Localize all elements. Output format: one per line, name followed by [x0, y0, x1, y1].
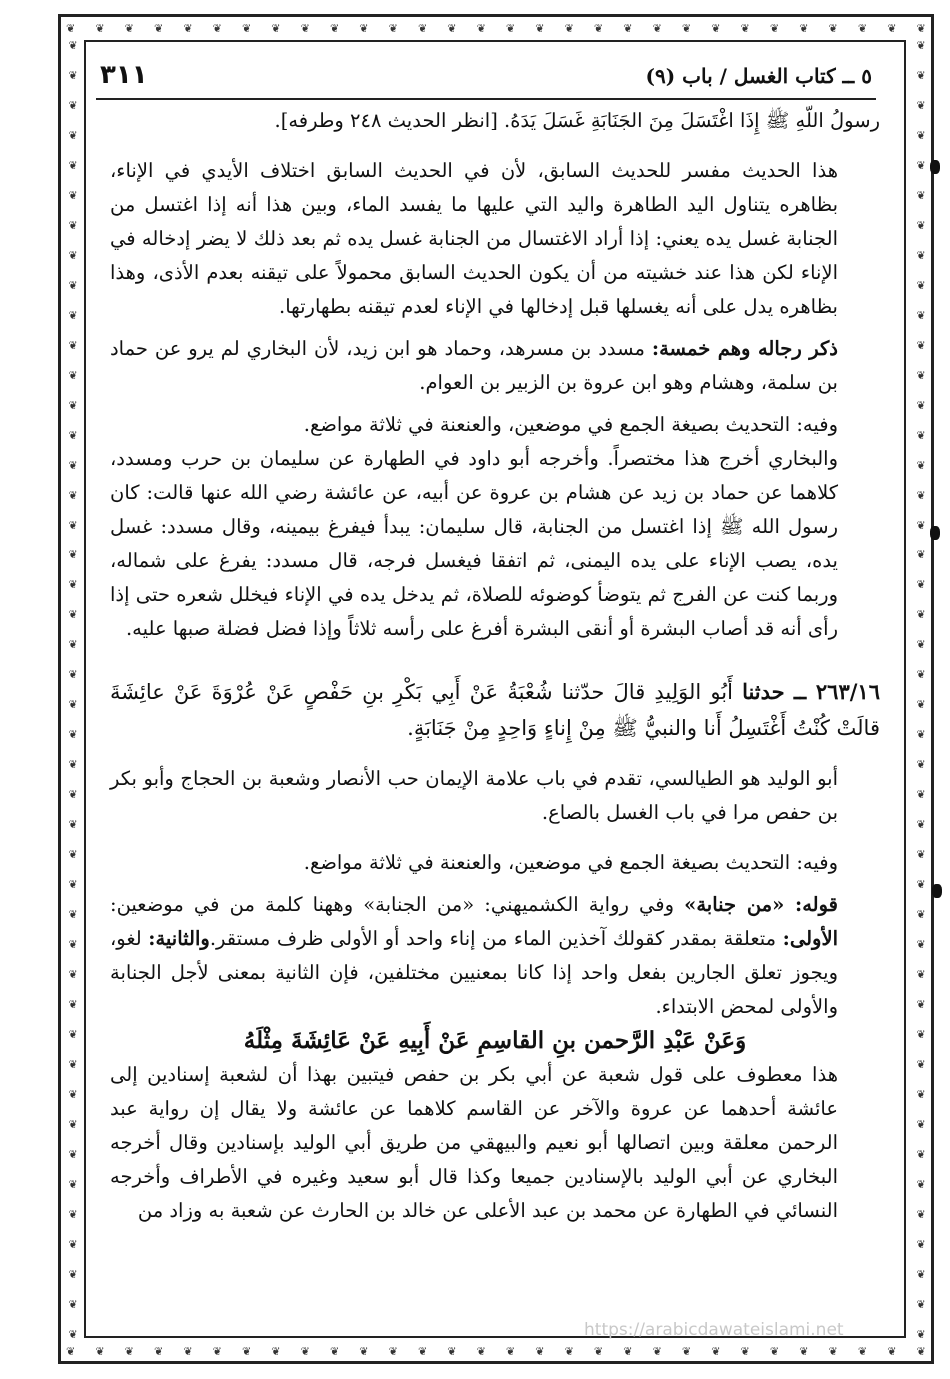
ornament-glyph: ❦ — [916, 21, 926, 35]
ornament-glyph: ❦ — [68, 728, 78, 742]
commentary-paragraph: وفيه: التحديث بصيغة الجمع في موضعين، والعنعنة في ثلاثة مواضع. — [303, 851, 838, 874]
ornament-glyph: ❦ — [68, 338, 78, 352]
ornament-glyph: ❦ — [681, 1344, 692, 1358]
ornament-glyph: ❦ — [652, 1344, 662, 1358]
ornament-glyph: ❦ — [916, 98, 926, 112]
quote-heading: قوله: «من جنابة» — [684, 893, 838, 916]
commentary-paragraph: وفيه: التحديث بصيغة الجمع في موضعين، والعنعنة في ثلاثة مواضع. — [303, 413, 838, 436]
ornament-glyph: ❦ — [799, 1344, 809, 1358]
ornament-glyph: ❦ — [916, 428, 926, 442]
ornament-glyph: ❦ — [916, 1344, 926, 1358]
ornament-glyph: ❦ — [916, 1057, 926, 1071]
ornament-glyph: ❦ — [417, 21, 428, 35]
running-header — [96, 58, 876, 100]
hadith-body: أَبُو الوَلِيدِ قالَ حدّثنا شُعْبَةُ عَنْ أَبِي بَكْرِ بنِ حَفْصٍ عَنْ عُرْوَةَ عَنْ عائِشَةَ قالَتْ كُنْتُ أَغْتَسِلُ أَنا والنبيُّ ﷺ مِنْ إِناءٍ وَاحِدٍ مِنْ جَنَابَةٍ. — [110, 680, 880, 740]
ornament-band-right — [910, 40, 932, 1340]
ornament-glyph: ❦ — [183, 21, 193, 35]
ornament-glyph: ❦ — [212, 1344, 222, 1358]
ornament-glyph: ❦ — [769, 1344, 780, 1358]
ornament-glyph: ❦ — [68, 1237, 78, 1251]
margin-bullet-mark — [930, 526, 940, 540]
ornament-glyph: ❦ — [916, 1147, 926, 1161]
ornament-glyph: ❦ — [300, 1344, 310, 1358]
narrators-paragraph — [110, 332, 880, 400]
term-first: الأولى: — [782, 927, 838, 950]
ornament-glyph: ❦ — [711, 21, 721, 35]
ornament-glyph: ❦ — [916, 638, 926, 652]
ornament-glyph: ❦ — [68, 788, 78, 802]
ornament-glyph: ❦ — [68, 1207, 78, 1221]
ornament-glyph: ❦ — [153, 21, 164, 35]
ornament-glyph: ❦ — [447, 1344, 457, 1358]
commentary-paragraph: والبخاري أخرج هذا مختصراً. وأخرجه أبو داود في الطهارة عن سليمان بن حرب ومسدد، كلاهما عن حماد بن زيد عن هشام بن عروة عن أبيه، عن عائشة رضي الله عنها قالت: كان رسول الله ﷺ إذا اغتسل من الجنابة، قال سليمان: يبدأ فيفرغ بيمينه، وقال مسدد: غسل يده، يصب الإناء على يده اليمنى، ثم اتفقا فيغسل فرجه، قال مسدد: يفرغ على شماله، وربما كنت عن الفرج ثم يتوضأ كوضوئه للصلاة، ثم يدخل يده في الإناء فيخلل شعره حتى إذا رأى أنه قد أصاب البشرة أو أنقى البشرة أفرغ على رأسه ثلاثاً وإذا فضل فضلة صبها عليه. — [110, 447, 838, 640]
ornament-glyph: ❦ — [916, 1207, 926, 1221]
ornament-glyph: ❦ — [535, 1344, 545, 1358]
ornament-glyph: ❦ — [916, 1237, 926, 1251]
ornament-glyph: ❦ — [740, 1344, 750, 1358]
ornament-glyph: ❦ — [916, 608, 926, 622]
ornament-glyph: ❦ — [68, 1087, 78, 1101]
ornament-glyph: ❦ — [241, 1344, 252, 1358]
ornament-glyph: ❦ — [329, 1344, 340, 1358]
ornament-glyph: ❦ — [388, 21, 398, 35]
ornament-glyph: ❦ — [916, 40, 926, 52]
ornament-glyph: ❦ — [769, 21, 780, 35]
ornament-glyph: ❦ — [68, 218, 78, 232]
ornament-glyph: ❦ — [916, 458, 926, 472]
ornament-glyph: ❦ — [68, 698, 78, 712]
ornament-glyph: ❦ — [68, 908, 78, 922]
ornament-glyph: ❦ — [681, 21, 692, 35]
ornament-glyph: ❦ — [68, 158, 78, 172]
ornament-glyph: ❦ — [300, 21, 310, 35]
ornament-glyph: ❦ — [68, 68, 78, 82]
commentary-paragraph: هذا الحديث مفسر للحديث السابق، لأن في الحديث السابق اختلاف الأيدي في الإناء، بظاهره يتناول اليد الطاهرة واليد التي عليها ما يفسد الماء، وبين هذا أنه إذا اغتسل من الجنابة غسل يده يعني: إذا أراد الاغتسال من الجنابة غسل يده ثم بعد ذلك لا يضر إدخاله في الإناء لكن هذا عند خشيته من أن يكون الحديث السابق محمولاً على تيقنه بعدم الأذى، وهذا بظاهره يدل على أنه يغسلها قبل إدخالها في الإناء لعدم تيقنه بطهارتها. — [110, 159, 838, 318]
ornament-glyph: ❦ — [68, 40, 78, 52]
ornament-glyph: ❦ — [916, 1177, 926, 1191]
commentary-paragraph: أبو الوليد هو الطيالسي، تقدم في باب علامة الإيمان حب الأنصار وشعبة بن الحجاج وأبو بكر بن حفص مرا في باب الغسل بالصاع. — [110, 767, 838, 824]
ornament-glyph: ❦ — [916, 398, 926, 412]
paragraph-text: وفي رواية الكشميهني: «من الجنابة» وههنا كلمة من في موضعين: — [110, 893, 685, 916]
ornament-glyph: ❦ — [916, 968, 926, 982]
ornament-glyph: ❦ — [183, 1344, 193, 1358]
ornament-glyph: ❦ — [124, 1344, 134, 1358]
ornament-glyph: ❦ — [916, 278, 926, 292]
ornament-glyph: ❦ — [593, 1344, 604, 1358]
ornament-glyph: ❦ — [916, 338, 926, 352]
ornament-glyph: ❦ — [388, 1344, 398, 1358]
ornament-glyph: ❦ — [68, 758, 78, 772]
ornament-glyph: ❦ — [95, 1344, 105, 1358]
ornament-glyph: ❦ — [916, 578, 926, 592]
chapter-title: ٥ ــ كتاب الغسل / باب (٩) — [645, 64, 872, 88]
hadith-opening: حدثنا — [742, 679, 785, 704]
ornament-glyph: ❦ — [916, 848, 926, 862]
margin-bullet-mark — [930, 160, 940, 174]
ornament-glyph: ❦ — [68, 608, 78, 622]
ornament-glyph: ❦ — [447, 21, 457, 35]
ornament-glyph: ❦ — [564, 21, 574, 35]
ornament-glyph: ❦ — [828, 21, 838, 35]
text-line: رسولُ اللّهِ ﷺ إِذَا اغْتَسَلَ مِنَ الجَنَابَةِ غَسَلَ يَدَهُ. [انظر الحديث ٢٤٨ وطرفه]. — [274, 109, 880, 132]
main-text — [110, 104, 880, 1228]
commentary-paragraph — [110, 888, 880, 1024]
ornament-glyph: ❦ — [68, 968, 78, 982]
ornament-glyph: ❦ — [68, 938, 78, 952]
ornament-glyph: ❦ — [916, 248, 926, 262]
ornament-band-bottom — [66, 1340, 926, 1362]
ornament-glyph: ❦ — [68, 848, 78, 862]
ornament-glyph: ❦ — [799, 21, 809, 35]
ornament-glyph: ❦ — [153, 1344, 164, 1358]
ornament-glyph: ❦ — [68, 458, 78, 472]
ornament-glyph: ❦ — [68, 548, 78, 562]
ornament-glyph: ❦ — [329, 21, 340, 35]
ornament-glyph: ❦ — [916, 818, 926, 832]
ornament-glyph: ❦ — [916, 548, 926, 562]
ornament-glyph: ❦ — [68, 1147, 78, 1161]
ornament-glyph: ❦ — [916, 878, 926, 892]
ornament-glyph: ❦ — [68, 128, 78, 142]
ornament-band-top — [66, 17, 926, 39]
ornament-glyph: ❦ — [887, 1344, 897, 1358]
ornament-glyph: ❦ — [68, 428, 78, 442]
ornament-glyph: ❦ — [68, 1117, 78, 1131]
ornament-glyph: ❦ — [623, 21, 633, 35]
paragraph-text: مسدد بن مسرهد، وحماد هو ابن زيد، لأن البخاري لم يرو عن حماد بن سلمة، وهشام وهو ابن عروة بن الزبير بن العوام. — [110, 337, 838, 394]
ornament-glyph: ❦ — [916, 1087, 926, 1101]
ornament-glyph: ❦ — [916, 1327, 926, 1340]
ornament-glyph: ❦ — [212, 21, 222, 35]
ornament-glyph: ❦ — [68, 1057, 78, 1071]
ornament-glyph: ❦ — [535, 21, 545, 35]
ornament-glyph: ❦ — [564, 1344, 574, 1358]
ornament-glyph: ❦ — [916, 788, 926, 802]
ornament-glyph: ❦ — [916, 1117, 926, 1131]
ornament-glyph: ❦ — [95, 21, 105, 35]
ornament-glyph: ❦ — [916, 128, 926, 142]
ornament-glyph: ❦ — [68, 98, 78, 112]
ornament-glyph: ❦ — [68, 188, 78, 202]
ornament-glyph: ❦ — [68, 1327, 78, 1340]
ornament-glyph: ❦ — [68, 998, 78, 1011]
ornament-glyph: ❦ — [68, 638, 78, 652]
ornament-glyph: ❦ — [916, 1267, 926, 1281]
ornament-glyph: ❦ — [68, 818, 78, 832]
ornament-glyph: ❦ — [916, 1297, 926, 1311]
ornament-glyph: ❦ — [476, 1344, 486, 1358]
ornament-glyph: ❦ — [271, 21, 281, 35]
ornament-glyph: ❦ — [916, 728, 926, 742]
ornament-glyph: ❦ — [359, 21, 369, 35]
ornament-glyph: ❦ — [68, 398, 78, 412]
ornament-glyph: ❦ — [124, 21, 134, 35]
paragraph-text: متعلقة بمقدر كقولك آخذين الماء من إناء واحد أو الأولى ظرف مستقر. — [209, 927, 783, 950]
ornament-glyph: ❦ — [68, 1027, 78, 1041]
ornament-glyph: ❦ — [417, 1344, 428, 1358]
ornament-glyph: ❦ — [916, 368, 926, 382]
ornament-glyph: ❦ — [66, 21, 76, 35]
ornament-glyph: ❦ — [916, 1027, 926, 1041]
ornament-glyph: ❦ — [916, 938, 926, 952]
commentary-paragraph: هذا معطوف على قول شعبة عن أبي بكر بن حفص فيتبين بهذا أن لشعبة إسنادين إلى عائشة أحدهما عن عروة والآخر عن القاسم كلاهما عن عائشة ولا يقال إن رواية عبد الرحمن معلقة وبين اتصالها أبو نعيم والبيهقي من طريق أبي الوليد بإسنادين وقال أخرجه البخاري عن أبي الوليد بالإسنادين جميعا وكذا قال أبو سعيد وغيره في الأطراف وأخرجه النسائي في الطهارة عن محمد بن عبد الأعلى عن خالد بن الحارث عن شعبة به وزاد من — [110, 1063, 838, 1222]
ornament-glyph: ❦ — [916, 158, 926, 172]
ornament-glyph: ❦ — [68, 308, 78, 322]
ornament-glyph: ❦ — [652, 21, 662, 35]
ornament-glyph: ❦ — [828, 1344, 838, 1358]
ornament-glyph: ❦ — [916, 758, 926, 772]
term-second: والثانية: — [148, 927, 210, 950]
ornament-glyph: ❦ — [916, 668, 926, 682]
ornament-glyph: ❦ — [857, 1344, 868, 1358]
ornament-glyph: ❦ — [916, 908, 926, 922]
ornament-glyph: ❦ — [68, 488, 78, 502]
hadith-number: ٢٦٣/١٦ ــ — [793, 679, 880, 704]
ornament-glyph: ❦ — [740, 21, 750, 35]
ornament-glyph: ❦ — [66, 1344, 76, 1358]
ornament-glyph: ❦ — [623, 1344, 633, 1358]
ornament-glyph: ❦ — [68, 518, 78, 532]
section-heading: ذكر رجاله وهم خمسة: — [651, 337, 838, 360]
ornament-glyph: ❦ — [593, 21, 604, 35]
ornament-glyph: ❦ — [476, 21, 486, 35]
ornament-glyph: ❦ — [916, 488, 926, 502]
ornament-glyph: ❦ — [68, 248, 78, 262]
ornament-glyph: ❦ — [916, 68, 926, 82]
ornament-glyph: ❦ — [916, 308, 926, 322]
ornament-glyph: ❦ — [68, 1297, 78, 1311]
ornament-glyph: ❦ — [241, 21, 252, 35]
ornament-glyph: ❦ — [68, 1267, 78, 1281]
ornament-glyph: ❦ — [68, 368, 78, 382]
ornament-glyph: ❦ — [68, 878, 78, 892]
page-number: ٣١١ — [100, 60, 148, 90]
ornament-glyph: ❦ — [916, 188, 926, 202]
ornament-band-left — [62, 40, 84, 1340]
ornament-glyph: ❦ — [68, 668, 78, 682]
ornament-glyph: ❦ — [916, 518, 926, 532]
ornament-glyph: ❦ — [711, 1344, 721, 1358]
ornament-glyph: ❦ — [916, 998, 926, 1011]
ornament-glyph: ❦ — [68, 1177, 78, 1191]
ornament-glyph: ❦ — [857, 21, 868, 35]
ornament-glyph: ❦ — [68, 578, 78, 592]
ornament-glyph: ❦ — [916, 218, 926, 232]
ornament-glyph: ❦ — [887, 21, 897, 35]
ornament-glyph: ❦ — [505, 1344, 516, 1358]
margin-bullet-mark — [932, 884, 942, 898]
ornament-glyph: ❦ — [359, 1344, 369, 1358]
ornament-glyph: ❦ — [271, 1344, 281, 1358]
hadith-chain-centered: وَعَنْ عَبْدِ الرَّحمن بنِ القاسِمِ عَنْ أَبِيهِ عَنْ عَائِشَةَ مِثْلَهُ — [243, 1027, 747, 1054]
watermark-url: https://arabicdawateislami.net — [584, 1320, 844, 1340]
ornament-glyph: ❦ — [505, 21, 516, 35]
ornament-glyph: ❦ — [68, 278, 78, 292]
paragraph-text: لغو، ويجوز تعلق الجارين بفعل واحد إذا كانا بمعنيين مختلفين، فإن الثانية بمعنى لأجل الجنابة والأولى لمحض الابتداء. — [110, 927, 838, 1018]
hadith-text — [110, 674, 880, 746]
ornament-glyph: ❦ — [916, 698, 926, 712]
